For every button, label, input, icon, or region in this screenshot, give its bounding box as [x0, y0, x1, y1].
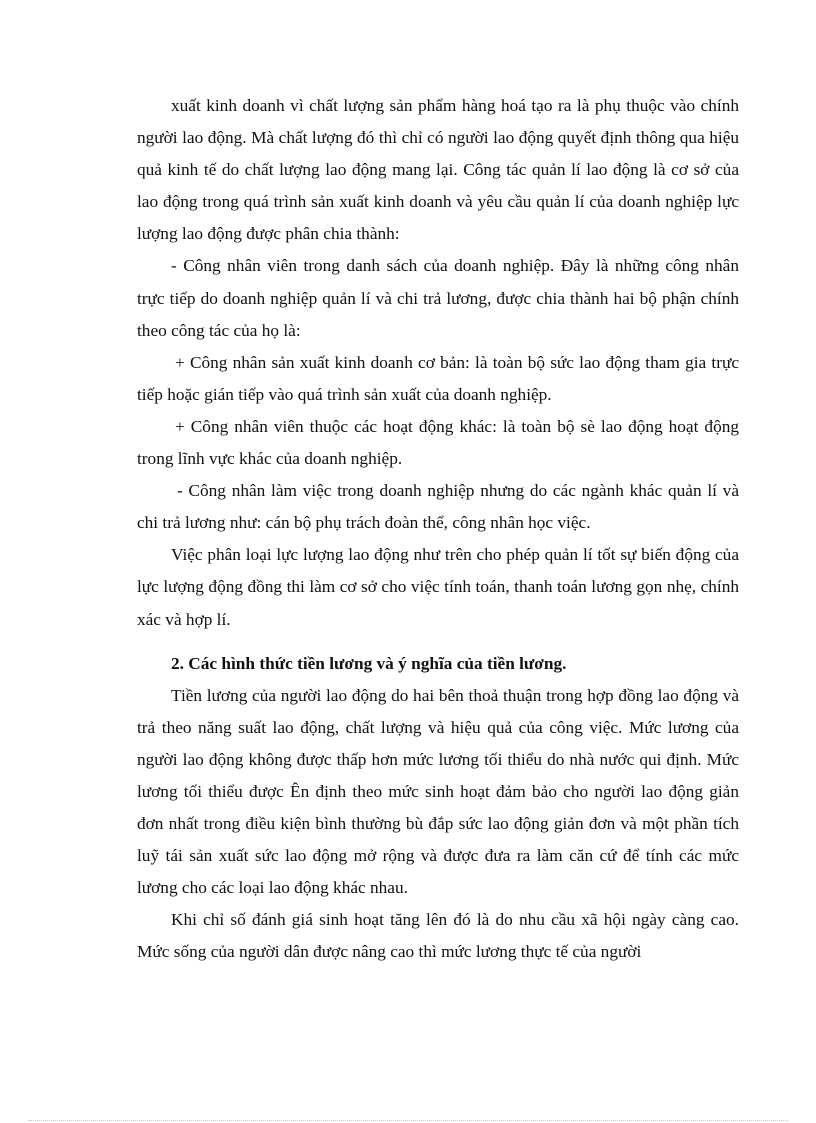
document-body: [137, 90, 739, 969]
paragraph-other-activities-workers: + Công nhân viên thuộc các hoạt động khác: là toàn bộ sè lao động hoạt động trong lĩnh vực khác của doanh nghiệp.: [137, 416, 739, 469]
paragraph-wage-agreement: Tiền lương của người lao động do hai bên thoả thuận trong hợp đồng lao động và trả theo năng suất lao động, chất lượng và hiệu quả của công việc. Mức lương của người lao động không được thấp hơn mức lương tối thiểu do nhà nước qui định. Mức lương tối thiểu được Ên định theo mức sinh hoạt đảm bảo cho người lao động giản đơn nhất trong điều kiện bình thường bù đắp sức lao động giản đơn và một phần tích luỹ tái sản xuất sức lao động mở rộng và được đưa ra làm căn cứ để tính các mức lương cho các loại lao động khác nhau.: [137, 685, 739, 898]
paragraph-classification-benefit: Việc phân loại lực lượng lao động như trên cho phép quản lí tốt sự biến động của lực lượng động đồng thi làm cơ sở cho việc tính toán, thanh toán lương gọn nhẹ, chính xác và hợp lí.: [137, 545, 739, 629]
paragraph-labor-management: xuất kinh doanh vì chất lượng sản phẩm hàng hoá tạo ra là phụ thuộc vào chính người lao động. Mà chất lượng đó thì chỉ có người lao động quyết định thông qua hiệu quả kinh tế do chất lượng lao động mang lại. Công tác quản lí lao động là cơ sở của lao động trong quá trình sản xuất kinh doanh và yêu cầu quản lí của doanh nghiệp lực lượng lao động được phân chia thành:: [137, 96, 739, 244]
paragraph-basic-production-workers: + Công nhân sản xuất kinh doanh cơ bản: là toàn bộ sức lao động tham gia trực tiếp hoặc gián tiếp vào quá trình sản xuất của doanh nghiệp.: [137, 352, 739, 404]
paragraph-workers-managed-by-others: - Công nhân làm việc trong doanh nghiệp nhưng do các ngành khác quản lí và chi trả lương như: cán bộ phụ trách đoàn thể, công nhân học việc.: [137, 481, 739, 533]
page-bottom-divider: [28, 1120, 788, 1121]
paragraph-living-index: Khi chỉ số đánh giá sinh hoạt tăng lên đó là do nhu cầu xã hội ngày càng cao. Mức sống của người dân được nâng cao thì mức lương thực tế của người: [137, 910, 739, 962]
paragraph-staff-on-payroll: - Công nhân viên trong danh sách của doanh nghiệp. Đây là những công nhân trực tiếp do doanh nghiệp quản lí và chi trả lương, được chia thành hai bộ phận chính theo công tác của họ là:: [137, 256, 739, 340]
section-heading-wage-forms: 2. Các hình thức tiền lương và ý nghĩa của tiền lương.: [171, 653, 567, 673]
